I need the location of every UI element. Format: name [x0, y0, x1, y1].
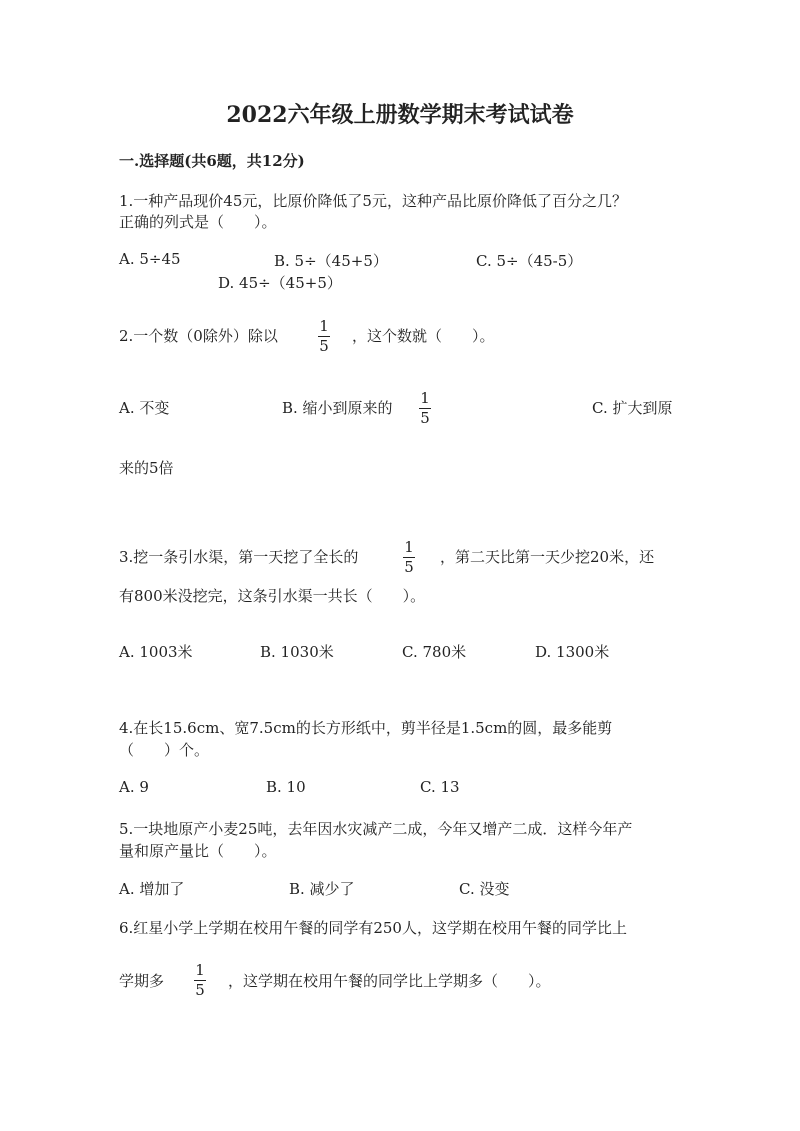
question-3-option-a: A. 1003米	[119, 643, 193, 661]
question-3-line-2: 有800米没挖完，这条引水渠一共长（ ）。	[119, 587, 426, 605]
fraction-denominator: 5	[319, 337, 329, 355]
question-2-option-b: B. 缩小到原来的	[282, 399, 393, 417]
question-5-line-1: 5.一块地原产小麦25吨，去年因水灾减产二成，今年又增产二成．这样今年产	[119, 820, 633, 838]
question-1-option-a: A. 5÷45	[119, 250, 181, 268]
question-4-line-2: （ ）个。	[119, 741, 210, 759]
question-2-text-before: 2.一个数（0除外）除以	[119, 327, 278, 345]
question-3-option-d: D. 1300米	[535, 643, 610, 661]
question-2-option-b-fraction	[417, 390, 433, 427]
question-3-text-after: ，第二天比第一天少挖20米，还	[440, 548, 655, 566]
question-3-option-c: C. 780米	[402, 643, 467, 661]
question-3-fraction	[401, 539, 417, 576]
page-title: 2022六年级上册数学期末考试试卷	[226, 102, 574, 128]
question-5-option-a: A. 增加了	[119, 880, 185, 898]
question-4-option-b: B. 10	[266, 778, 306, 796]
question-2-fraction	[316, 318, 332, 355]
question-1-line-2: 正确的列式是（ ）。	[119, 213, 277, 231]
question-6-fraction	[192, 962, 208, 999]
question-1-line-1: 1.一种产品现价45元，比原价降低了5元，这种产品比原价降低了百分之几？	[119, 192, 627, 210]
question-3-text-before: 3.挖一条引水渠，第一天挖了全长的	[119, 548, 359, 566]
question-1-option-b: B. 5÷（45+5）	[274, 252, 388, 270]
question-4-option-a: A. 9	[119, 778, 149, 796]
question-6-line-1: 6.红星小学上学期在校用午餐的同学有250人，这学期在校用午餐的同学比上	[119, 919, 627, 937]
fraction-denominator: 5	[420, 409, 430, 427]
question-5-option-c: C. 没变	[459, 880, 510, 898]
section-heading: 一.选择题(共6题，共12分)	[119, 152, 305, 170]
fraction-numerator: 1	[319, 317, 329, 335]
question-2-option-c: C. 扩大到原	[592, 399, 673, 417]
question-4-option-c: C. 13	[420, 778, 460, 796]
fraction-numerator: 1	[195, 961, 205, 979]
fraction-numerator: 1	[404, 538, 414, 556]
question-5-option-b: B. 减少了	[289, 880, 355, 898]
question-6-text-before: 学期多	[119, 972, 165, 990]
question-1-option-d: D. 45÷（45+5）	[218, 274, 342, 292]
question-1-option-c: C. 5÷（45-5）	[476, 252, 583, 270]
question-3-option-b: B. 1030米	[260, 643, 334, 661]
question-4-line-1: 4.在长15.6cm、宽7.5cm的长方形纸中，剪半径是1.5cm的圆，最多能剪	[119, 719, 613, 737]
fraction-denominator: 5	[195, 981, 205, 999]
question-6-text-after: ，这学期在校用午餐的同学比上学期多（ ）。	[228, 972, 551, 990]
question-2-option-c-continued: 来的5倍	[119, 459, 174, 477]
question-5-line-2: 量和原产量比（ ）。	[119, 842, 277, 860]
question-2-option-a: A. 不变	[119, 399, 170, 417]
fraction-denominator: 5	[404, 558, 414, 576]
question-2-text-after: ，这个数就（ ）。	[352, 327, 495, 345]
fraction-numerator: 1	[420, 389, 430, 407]
